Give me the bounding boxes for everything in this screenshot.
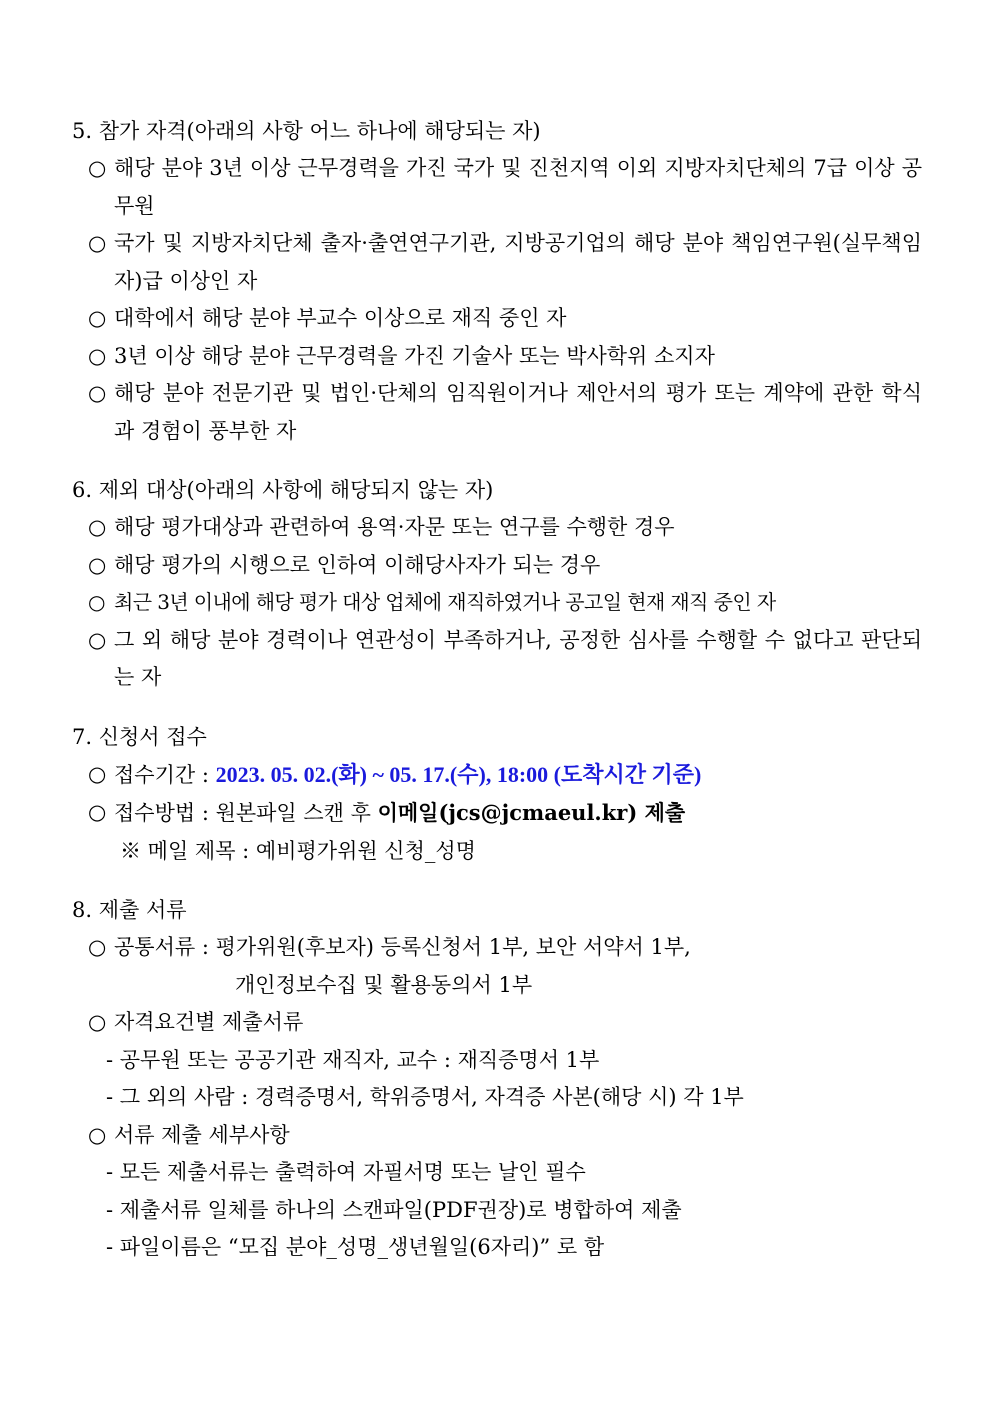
submission-details-title: ○ 서류 제출 세부사항 <box>72 1117 922 1155</box>
document-page <box>72 113 922 1289</box>
circle-bullet-icon: ○ <box>88 627 107 652</box>
circle-bullet-icon: ○ <box>88 1122 107 1147</box>
section-heading: 6. 제외 대상(아래의 사항에 해당되지 않는 자) <box>72 478 494 502</box>
period-value: 2023. 05. 02.(화) ~ 05. 17.(수), 18:00 (도착시간 기준) <box>215 761 702 787</box>
list-item: - 공무원 또는 공공기관 재직자, 교수 : 재직증명서 1부 <box>106 1047 600 1072</box>
email-subject-note: ※ 메일 제목 : 예비평가위원 신청_성명 <box>120 838 476 863</box>
section-application <box>72 719 922 871</box>
list-item: - 그 외의 사람 : 경력증명서, 학위증명서, 자격증 사본(해당 시) 각 1부 <box>106 1085 744 1109</box>
circle-bullet-icon: ○ <box>88 156 107 180</box>
list-item: - 제출서류 일체를 하나의 스캔파일(PDF권장)로 병합하여 제출 <box>106 1197 682 1222</box>
email-submission: 이메일(jcs@jcmaeul.kr) 제출 <box>377 800 686 825</box>
section-heading: 7. 신청서 접수 <box>72 724 207 749</box>
list-item: ○ 해당 평가대상과 관련하여 용역·자문 또는 연구를 수행한 경우 <box>72 509 922 547</box>
list-item: ○ 그 외 해당 분야 경력이나 연관성이 부족하거나, 공정한 심사를 수행할 수 없다고 판단되는 자 <box>72 622 922 697</box>
method-label: 접수방법 : 원본파일 스캔 후 <box>114 801 378 825</box>
section-documents <box>72 892 922 1267</box>
circle-bullet-icon: ○ <box>88 552 107 577</box>
list-item: ○ 해당 분야 3년 이상 근무경력을 가진 국가 및 진천지역 이외 지방자치단체의 7급 이상 공무원 <box>72 150 922 225</box>
list-item: - 모든 제출서류는 출력하여 자필서명 또는 날인 필수 <box>106 1160 586 1184</box>
period-label: 접수기간 : <box>114 762 216 787</box>
section-eligibility <box>72 113 922 450</box>
circle-bullet-icon: ○ <box>88 231 107 255</box>
circle-bullet-icon: ○ <box>88 590 105 614</box>
list-item: ○ 대학에서 해당 분야 부교수 이상으로 재직 중인 자 <box>72 300 922 338</box>
circle-bullet-icon: ○ <box>88 1010 107 1034</box>
common-documents-continued: 개인정보수집 및 활용동의서 1부 <box>235 972 533 997</box>
section-exclusions <box>72 472 922 697</box>
list-item: ○ 국가 및 지방자치단체 출자·출연연구기관, 지방공기업의 해당 분야 책임연구원(실무책임자)급 이상인 자 <box>72 225 922 300</box>
circle-bullet-icon: ○ <box>88 935 107 959</box>
circle-bullet-icon: ○ <box>88 800 107 824</box>
circle-bullet-icon: ○ <box>88 343 107 368</box>
application-period <box>72 756 922 795</box>
section-heading: 8. 제출 서류 <box>72 898 187 922</box>
list-item: ○ 3년 이상 해당 분야 근무경력을 가진 기술사 또는 박사학위 소지자 <box>72 338 922 376</box>
list-item: ○ 해당 평가의 시행으로 인하여 이해당사자가 되는 경우 <box>72 547 922 585</box>
common-documents: ○ 공통서류 : 평가위원(후보자) 등록신청서 1부, 보안 서약서 1부, <box>72 929 922 967</box>
list-item: ○ 해당 분야 전문기관 및 법인·단체의 임직원이거나 제안서의 평가 또는 계약에 관한 학식과 경험이 풍부한 자 <box>72 375 922 450</box>
circle-bullet-icon: ○ <box>88 515 107 539</box>
qualification-documents-title: ○ 자격요건별 제출서류 <box>72 1004 922 1042</box>
circle-bullet-icon: ○ <box>88 761 107 786</box>
list-item: ○ 최근 3년 이내에 해당 평가 대상 업체에 재직하였거나 공고일 현재 재직 중인 자 <box>72 584 922 622</box>
application-method <box>72 794 922 833</box>
list-item: - 파일이름은 “모집 분야_성명_생년월일(6자리)” 로 함 <box>106 1235 605 1259</box>
circle-bullet-icon: ○ <box>88 381 107 405</box>
circle-bullet-icon: ○ <box>88 306 107 330</box>
section-heading: 5. 참가 자격(아래의 사항 어느 하나에 해당되는 자) <box>72 119 541 143</box>
